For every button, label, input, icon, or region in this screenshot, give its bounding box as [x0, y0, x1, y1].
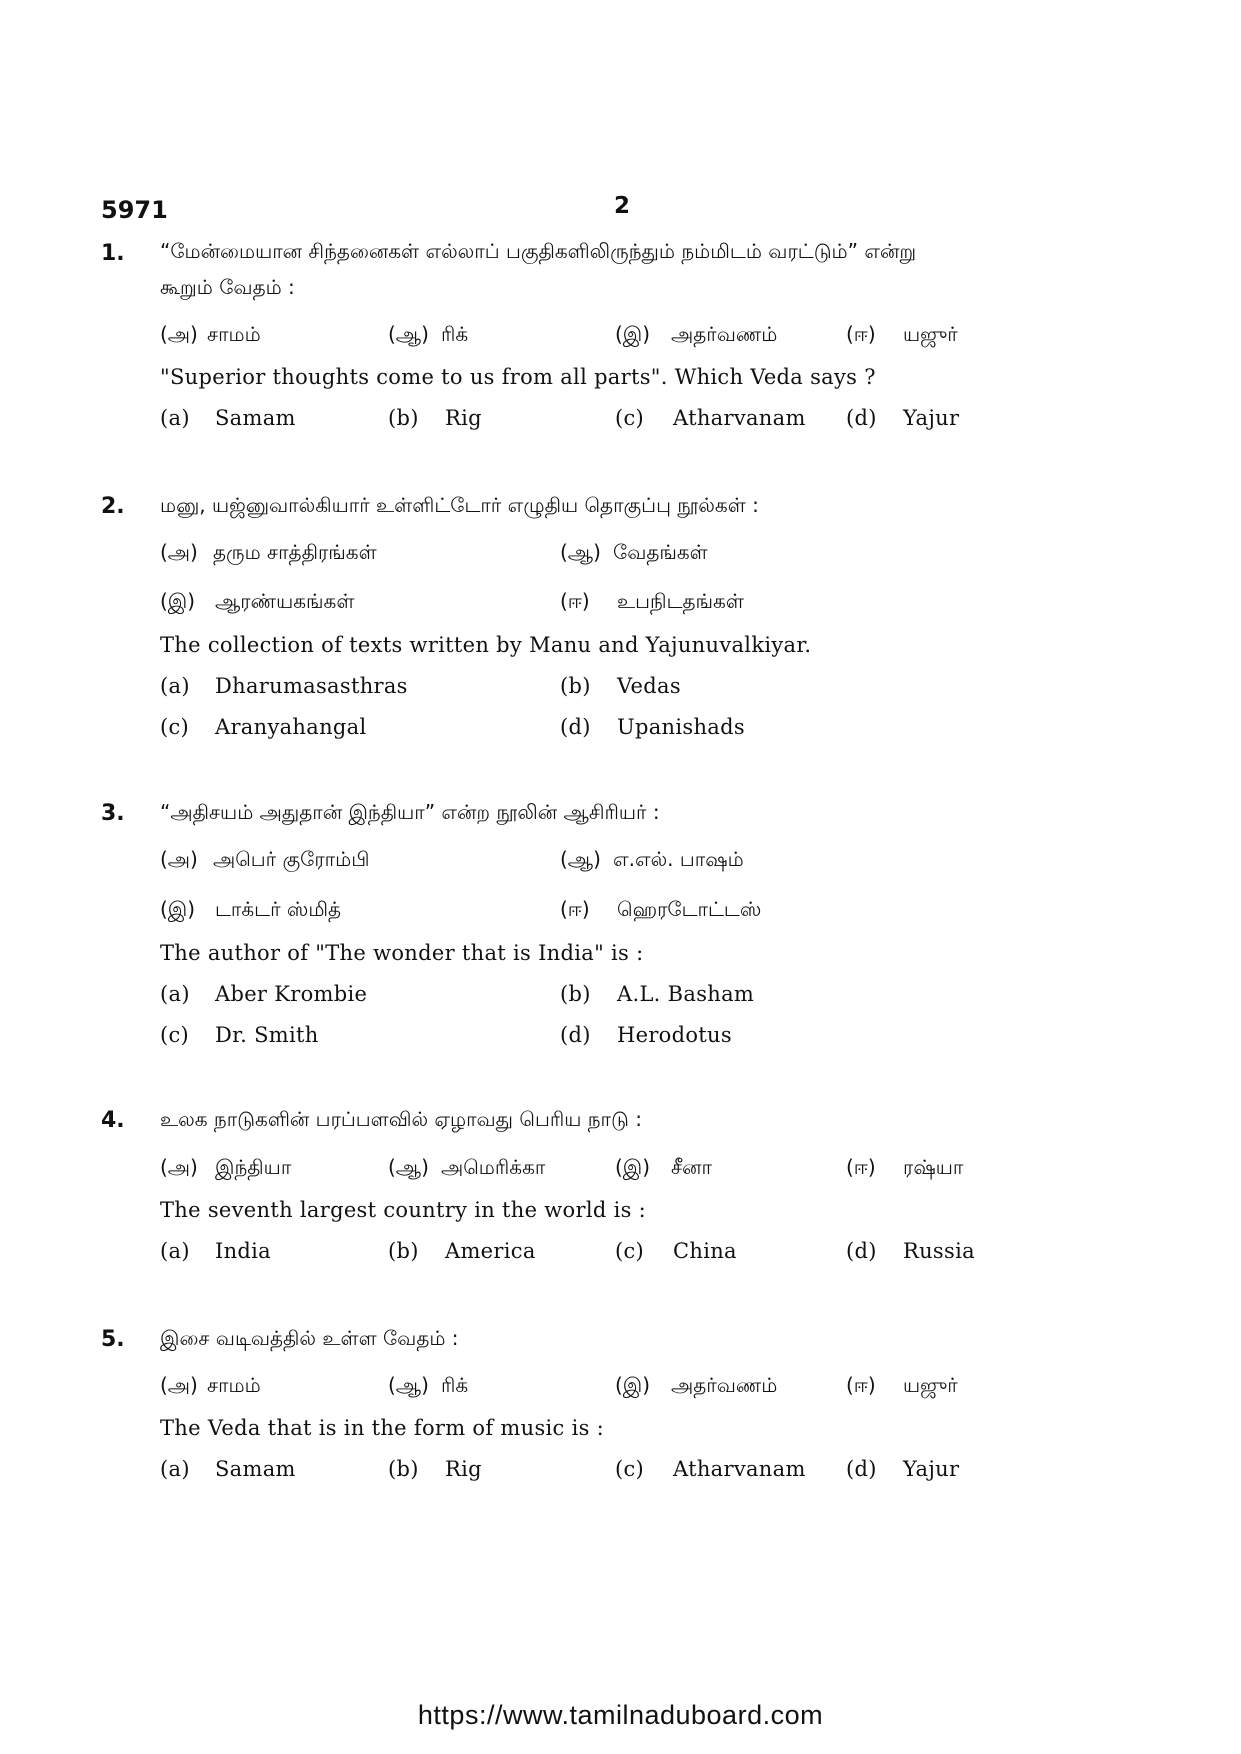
- english-option-label: (c): [615, 406, 645, 430]
- english-question: The Veda that is in the form of music is :: [160, 1416, 605, 1440]
- english-option-label: (b): [388, 1457, 419, 1481]
- page-number: 2: [614, 193, 631, 219]
- tamil-option-label: (இ): [160, 897, 196, 921]
- tamil-option-text: இந்தியா: [215, 1155, 292, 1179]
- tamil-option-text: யஜுர்: [903, 322, 958, 346]
- english-option-label: (a): [160, 982, 190, 1006]
- question-number: 5.: [101, 1327, 125, 1352]
- tamil-option-text: அதர்வணம்: [671, 1373, 778, 1397]
- english-option-label: (c): [615, 1457, 645, 1481]
- tamil-option-text: அமெரிக்கா: [441, 1155, 546, 1179]
- tamil-option-text: சீனா: [671, 1155, 712, 1179]
- english-option-text: A.L. Basham: [617, 982, 755, 1006]
- english-option-text: Atharvanam: [673, 1457, 806, 1481]
- tamil-option-text: எ.எல். பாஷம்: [613, 847, 744, 871]
- english-option-label: (c): [160, 1023, 190, 1047]
- english-option-label: (b): [388, 406, 419, 430]
- tamil-option-label: (இ): [615, 322, 651, 346]
- english-option-text: Aranyahangal: [215, 715, 367, 739]
- tamil-option-label: (இ): [160, 589, 196, 613]
- english-option-label: (d): [846, 406, 877, 430]
- tamil-option-text: அதர்வணம்: [671, 322, 778, 346]
- english-option-text: America: [445, 1239, 536, 1263]
- tamil-option-text: அபெர் குரோம்பி: [213, 847, 370, 871]
- tamil-option-label: (ஈ): [846, 1373, 876, 1397]
- english-option-text: Aber Krombie: [215, 982, 368, 1006]
- english-option-text: Samam: [215, 406, 296, 430]
- tamil-option-label: (ஈ): [846, 322, 876, 346]
- tamil-option-label: (ஈ): [560, 589, 590, 613]
- english-option-text: India: [215, 1239, 271, 1263]
- english-option-label: (c): [160, 715, 190, 739]
- english-option-text: Russia: [903, 1239, 975, 1263]
- english-option-text: Vedas: [617, 674, 681, 698]
- question-number: 1.: [101, 241, 125, 266]
- tamil-option-text: சாமம்: [207, 322, 261, 346]
- tamil-option-text: வேதங்கள்: [613, 540, 708, 564]
- english-option-text: Samam: [215, 1457, 296, 1481]
- tamil-question: “மேன்மையான சிந்தனைகள் எல்லாப் பகுதிகளிலிருந்தும் நம்மிடம் வரட்டும்” என்று: [160, 239, 917, 263]
- tamil-option-text: ஆரண்யகங்கள்: [215, 589, 355, 613]
- tamil-option-text: யஜுர்: [903, 1373, 958, 1397]
- english-option-label: (b): [560, 674, 591, 698]
- tamil-option-label: (இ): [615, 1373, 651, 1397]
- tamil-option-label: (ஆ): [388, 1155, 429, 1179]
- english-question: The collection of texts written by Manu and Yajunuvalkiyar.: [160, 633, 812, 657]
- tamil-option-text: ரஷ்யா: [903, 1155, 964, 1179]
- tamil-option-label: (அ): [160, 322, 198, 346]
- tamil-question: உலக நாடுகளின் பரப்பளவில் ஏழாவது பெரிய நாடு :: [160, 1107, 642, 1131]
- english-option-label: (c): [615, 1239, 645, 1263]
- question-number: 3.: [101, 801, 125, 826]
- english-option-label: (a): [160, 1457, 190, 1481]
- english-option-text: Rig: [445, 406, 482, 430]
- english-option-label: (a): [160, 1239, 190, 1263]
- english-option-text: Dharumasasthras: [215, 674, 408, 698]
- tamil-option-label: (ஈ): [846, 1155, 876, 1179]
- english-option-label: (d): [560, 715, 591, 739]
- tamil-option-text: ரிக்: [441, 1373, 469, 1397]
- english-option-label: (a): [160, 406, 190, 430]
- english-question: The author of "The wonder that is India" is :: [160, 941, 644, 965]
- tamil-option-label: (அ): [160, 1373, 198, 1397]
- english-question: The seventh largest country in the world is :: [160, 1198, 647, 1222]
- tamil-question-continued: கூறும் வேதம் :: [160, 275, 295, 299]
- tamil-option-label: (அ): [160, 1155, 198, 1179]
- english-option-text: Yajur: [903, 1457, 960, 1481]
- tamil-option-label: (அ): [160, 540, 198, 564]
- english-option-text: Dr. Smith: [215, 1023, 319, 1047]
- english-option-text: China: [673, 1239, 737, 1263]
- english-option-label: (d): [560, 1023, 591, 1047]
- tamil-option-text: தரும சாத்திரங்கள்: [213, 540, 377, 564]
- english-option-label: (d): [846, 1239, 877, 1263]
- english-option-label: (b): [560, 982, 591, 1006]
- tamil-option-label: (ஆ): [560, 847, 601, 871]
- tamil-option-label: (இ): [615, 1155, 651, 1179]
- paper-code: 5971: [101, 196, 168, 224]
- english-option-label: (b): [388, 1239, 419, 1263]
- tamil-option-label: (அ): [160, 847, 198, 871]
- tamil-option-text: ஹெரடோட்டஸ்: [617, 897, 762, 921]
- english-option-text: Herodotus: [617, 1023, 732, 1047]
- tamil-question: மனு, யஜ்னுவால்கியார் உள்ளிட்டோர் எழுதிய தொகுப்பு நூல்கள் :: [160, 493, 759, 517]
- tamil-option-label: (ஆ): [560, 540, 601, 564]
- english-option-text: Atharvanam: [673, 406, 806, 430]
- tamil-option-text: உபநிடதங்கள்: [617, 589, 744, 613]
- english-option-text: Rig: [445, 1457, 482, 1481]
- tamil-option-text: டாக்டர் ஸ்மித்: [215, 897, 342, 921]
- tamil-question: இசை வடிவத்தில் உள்ள வேதம் :: [160, 1326, 459, 1350]
- tamil-question: “அதிசயம் அதுதான் இந்தியா” என்ற நூலின் ஆசிரியர் :: [160, 800, 660, 824]
- tamil-option-label: (ஆ): [388, 1373, 429, 1397]
- footer-url: https://www.tamilnaduboard.com: [417, 1700, 824, 1730]
- question-number: 2.: [101, 494, 125, 519]
- question-number: 4.: [101, 1108, 125, 1133]
- english-option-label: (a): [160, 674, 190, 698]
- english-option-text: Upanishads: [617, 715, 745, 739]
- tamil-option-text: ரிக்: [441, 322, 469, 346]
- tamil-option-label: (ஆ): [388, 322, 429, 346]
- tamil-option-label: (ஈ): [560, 897, 590, 921]
- english-question: "Superior thoughts come to us from all parts". Which Veda says ?: [160, 365, 876, 389]
- english-option-text: Yajur: [903, 406, 960, 430]
- tamil-option-text: சாமம்: [207, 1373, 261, 1397]
- english-option-label: (d): [846, 1457, 877, 1481]
